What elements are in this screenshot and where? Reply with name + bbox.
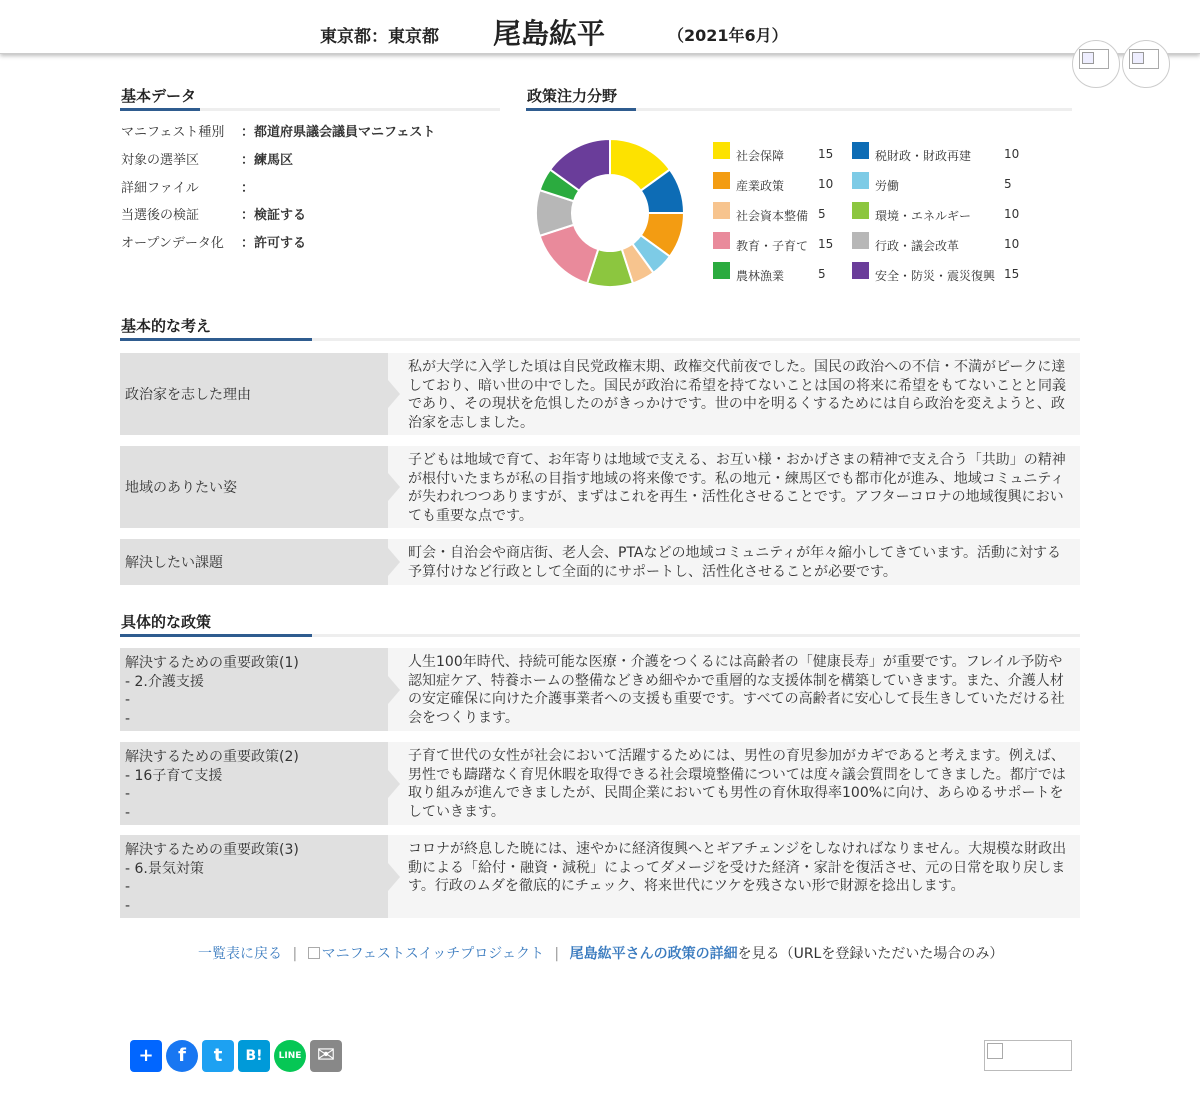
legend-label: 農林漁業 xyxy=(736,269,785,283)
legend-label: 産業政策 xyxy=(736,179,785,193)
policy-row-3 xyxy=(120,835,1080,918)
manifesto-switch-project-link[interactable]: マニフェストスイッチプロジェクト xyxy=(321,946,544,962)
concrete-policy-title: 具体的な政策 xyxy=(121,613,212,631)
policy-detail-suffix: を見る（URLを登録いただいた場合のみ） xyxy=(737,946,1004,962)
policy-row-label: 解決するための重要政策(1) - 2.介護支援 - - xyxy=(120,648,388,731)
idea-row-issue xyxy=(120,539,1080,585)
legend-swatch xyxy=(713,262,730,279)
policy-donut-chart xyxy=(530,133,690,293)
idea-row-text: 町会・自治会や商店街、老人会、PTAなどの地域コミュニティが年々縮小してきています。活動に対する予算付けなど行政として全面的にサポートし、活性化させることが必要です。 xyxy=(408,545,1061,580)
legend-value: 5 xyxy=(818,207,826,221)
legend-label: 教育・子育て xyxy=(736,239,809,253)
idea-row-reason xyxy=(120,353,1080,435)
legend-value: 10 xyxy=(1004,147,1020,161)
candidate-name: 尾島紘平 xyxy=(493,17,606,50)
share-twitter-button[interactable]: t xyxy=(202,1040,234,1072)
share-line-button[interactable]: LINE xyxy=(274,1040,306,1072)
legend-label: 税財政・財政再建 xyxy=(875,149,972,163)
legend-swatch xyxy=(852,172,869,189)
legend-label: 労働 xyxy=(875,179,900,193)
basic-data-row: 当選後の検証 ：検証する xyxy=(121,208,307,223)
legend-label: 社会資本整備 xyxy=(736,209,809,223)
back-to-list-link[interactable]: 一覧表に戻る xyxy=(198,946,282,962)
broken-image-icon xyxy=(1129,49,1159,69)
policy-row-text: 子育て世代の女性が社会において活躍するためには、男性の育児参加がカギであると考えます。例えば、男性でも躊躇なく育児休暇を取得できる社会環境整備については度々議会質問をしてきました。都庁では取り組みが進んできましたが、民間企業においても男性の育休取得率100%に向け、あらゆるサポートをしていきます。 xyxy=(408,748,1066,820)
legend-swatch xyxy=(713,202,730,219)
legend-label: 行政・議会改革 xyxy=(875,239,960,253)
basic-data-row: マニフェスト種別 ：都道府県議会議員マニフェスト xyxy=(121,125,436,140)
idea-row-label: 解決したい課題 xyxy=(120,539,388,585)
header-circle-button-1[interactable] xyxy=(1072,40,1120,88)
basic-idea-title: 基本的な考え xyxy=(121,317,212,335)
external-banner[interactable] xyxy=(984,1040,1072,1071)
manifesto-date: （2021年6月） xyxy=(668,26,788,45)
broken-image-icon xyxy=(308,947,320,959)
legend-value: 10 xyxy=(1004,207,1020,221)
idea-row-label: 政治家を志した理由 xyxy=(120,353,388,435)
basic-data-title: 基本データ xyxy=(121,87,197,105)
legend-swatch xyxy=(852,262,869,279)
share-hatena-button[interactable]: B! xyxy=(238,1040,270,1072)
legend-swatch xyxy=(713,232,730,249)
policy-focus-underline xyxy=(526,108,1072,111)
share-email-button[interactable]: ✉ xyxy=(310,1040,342,1072)
legend-value: 10 xyxy=(1004,237,1020,251)
legend-value: 10 xyxy=(818,177,834,191)
top-header xyxy=(0,0,1200,54)
legend-label: 社会保障 xyxy=(736,149,785,163)
share-add-button[interactable]: + xyxy=(130,1040,162,1072)
legend-label: 安全・防災・震災復興 xyxy=(875,269,996,283)
broken-image-icon xyxy=(1079,49,1109,69)
legend-value: 15 xyxy=(818,237,834,251)
legend-label: 環境・エネルギー xyxy=(875,209,972,223)
share-facebook-button[interactable]: f xyxy=(166,1040,198,1072)
basic-idea-underline xyxy=(120,338,1080,341)
footer-links: 一覧表に戻る | マニフェストスイッチプロジェクト | 尾島紘平さんの政策の詳細を見る（URLを登録いただいた場合のみ） xyxy=(198,946,1004,962)
basic-data-underline xyxy=(120,108,500,111)
basic-data-row: 詳細ファイル ： xyxy=(121,181,255,196)
legend-value: 5 xyxy=(1004,177,1012,191)
idea-row-vision xyxy=(120,446,1080,528)
policy-row-label: 解決するための重要政策(3) - 6.景気対策 - - xyxy=(120,835,388,918)
header-circle-button-2[interactable] xyxy=(1122,40,1170,88)
legend-swatch xyxy=(852,202,869,219)
legend-swatch xyxy=(713,142,730,159)
policy-row-label: 解決するための重要政策(2) - 16子育て支援 - - xyxy=(120,742,388,825)
legend-value: 5 xyxy=(818,267,826,281)
broken-image-icon xyxy=(987,1043,1003,1059)
policy-row-text: コロナが終息した暁には、速やかに経済復興へとギアチェンジをしなければなりません。大規模な財政出動による「給付・融資・減税」によってダメージを受けた経済・家計を復活させ、元の日常を取り戻します。行政のムダを徹底的にチェック、将来世代にツケを残さない形で財源を捻出します。 xyxy=(408,841,1067,895)
policy-row-text: 人生100年時代、持続可能な医療・介護をつくるには高齢者の「健康長寿」が重要です。フレイル予防や認知症ケア、特養ホームの整備などきめ細やかで重層的な支援体制を構築していきます。また、介護人材の安定確保に向けた介護事業者への支援も重要です。すべての高齢者に安心して長生きしていただける社会をつくります。 xyxy=(408,654,1065,726)
legend-swatch xyxy=(713,172,730,189)
concrete-policy-underline xyxy=(120,634,1080,637)
legend-swatch xyxy=(852,142,869,159)
policy-detail-link[interactable]: 尾島紘平さんの政策の詳細 xyxy=(569,946,738,962)
legend-value: 15 xyxy=(818,147,834,161)
policy-focus-title: 政策注力分野 xyxy=(527,87,618,105)
prefecture-label: 東京都：東京都 xyxy=(320,27,439,47)
legend-value: 15 xyxy=(1004,267,1020,281)
policy-row-1 xyxy=(120,648,1080,731)
policy-row-2 xyxy=(120,742,1080,825)
idea-row-text: 子どもは地域で育て、お年寄りは地域で支える、お互い様・おかげさまの精神で支え合う「共助」の精神が根付いたまちが私の目指す地域の将来像です。私の地元・練馬区でも都市化が進み、地域コミュニティが失われつつありますが、まずはこれを再生・活性化させることです。アフターコロナの地域復興においても重要な点です。 xyxy=(408,452,1066,524)
legend-swatch xyxy=(852,232,869,249)
basic-data-row: 対象の選挙区 ：練馬区 xyxy=(121,153,294,168)
idea-row-label: 地域のありたい姿 xyxy=(120,446,388,528)
basic-data-row: オープンデータ化 ：許可する xyxy=(121,236,307,251)
idea-row-text: 私が大学に入学した頃は自民党政権末期、政権交代前夜でした。国民の政治への不信・不満がピークに達しており、暗い世の中でした。国民が政治に希望を持てないことは国の将来に希望をもてないことと同義であり、その現状を危惧したのがきっかけです。世の中を明るくするためには自ら政治を変えようと、政治家を志しました。 xyxy=(408,359,1066,431)
